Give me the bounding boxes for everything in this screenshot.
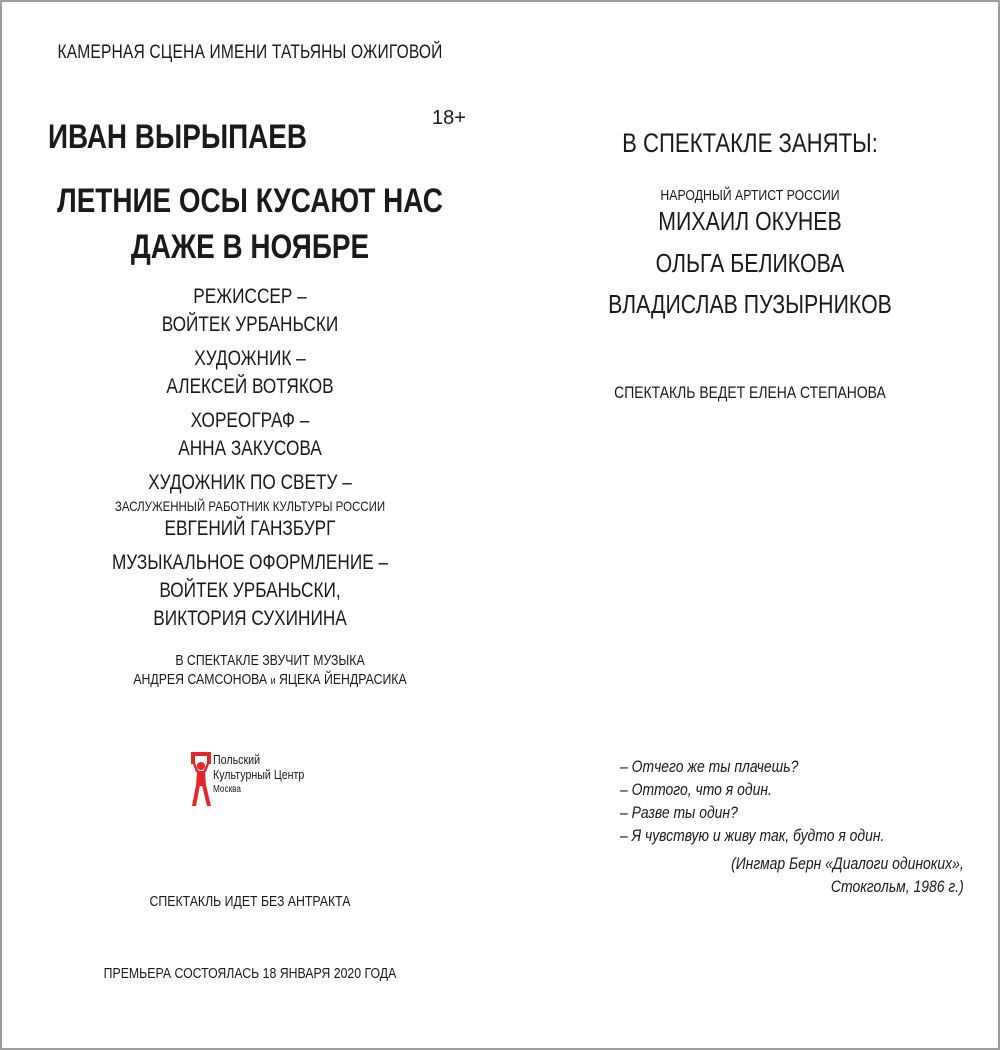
credit-role: ХУДОЖНИК ПО СВЕТУ – — [148, 471, 352, 494]
logo-line-1: Польский — [213, 752, 261, 767]
credit-name: АЛЕКСЕЙ ВОТЯКОВ — [166, 375, 334, 398]
quote-line: – Отчего же ты плачешь? — [620, 757, 799, 776]
conjunction: и — [270, 675, 276, 687]
stage-name-text: КАМЕРНАЯ СЦЕНА ИМЕНИ ТАТЬЯНЫ ОЖИГОВОЙ — [57, 42, 443, 63]
music-note-line-1: В СПЕКТАКЛЕ ЗВУЧИТ МУЗЫКА — [175, 652, 365, 669]
citation-line-1: (Ингмар Берн «Диалоги одиноких», — [731, 854, 964, 873]
cast-heading-text: В СПЕКТАКЛЕ ЗАНЯТЫ: — [622, 128, 878, 158]
music-note — [0, 651, 540, 691]
composer-1: АНДРЕЯ САМСОНОВА — [133, 671, 268, 688]
credit-choreographer — [0, 407, 500, 463]
credit-name: АННА ЗАКУСОВА — [178, 437, 322, 460]
actor-name: МИХАИЛ ОКУНЕВ — [658, 206, 842, 236]
quote-line: – Оттого, что я один. — [620, 780, 772, 799]
quote-line: – Разве ты один? — [620, 803, 738, 822]
credit-honor: ЗАСЛУЖЕННЫЙ РАБОТНИК КУЛЬТУРЫ РОССИИ — [114, 498, 386, 514]
composer-2: ЯЦЕКА ЙЕНДРАСИКА — [279, 671, 407, 688]
premiere-text: ПРЕМЬЕРА СОСТОЯЛАСЬ 18 ЯНВАРЯ 2020 ГОДА — [103, 965, 397, 982]
credit-music — [0, 549, 500, 633]
play-title-line-2: ДАЖЕ В НОЯБРЕ — [130, 228, 370, 266]
music-note-line-2 — [49, 670, 492, 691]
credit-designer — [0, 345, 500, 401]
logo-line-3: Москва — [213, 784, 241, 795]
author-name — [48, 118, 364, 157]
logo-figure-icon — [190, 750, 214, 808]
quote-citation — [680, 852, 964, 898]
credit-name: ВОЙТЕК УРБАНЬСКИ — [161, 313, 339, 336]
credit-role: РЕЖИССЕР – — [193, 285, 307, 308]
stage-name — [0, 42, 500, 64]
logo-line-2: Культурный Центр — [213, 767, 305, 782]
credits-list — [0, 283, 500, 639]
premiere-note — [0, 965, 500, 982]
citation-line-2: Стокгольм, 1986 г.) — [831, 877, 964, 896]
actor-honor: НАРОДНЫЙ АРТИСТ РОССИИ — [660, 187, 840, 204]
play-title — [0, 178, 500, 270]
credit-role: ХОРЕОГРАФ – — [190, 409, 310, 432]
actor-name: ВЛАДИСЛАВ ПУЗЫРНИКОВ — [608, 289, 892, 319]
author-name-text: ИВАН ВЫРЫПАЕВ — [48, 118, 308, 156]
logo-text — [213, 752, 324, 797]
stage-manager-note — [500, 383, 1000, 403]
no-intermission-text: СПЕКТАКЛЬ ИДЕТ БЕЗ АНТРАКТА — [149, 893, 351, 910]
cast-list — [500, 186, 1000, 319]
credit-lighting — [0, 469, 500, 543]
no-intermission-note — [0, 893, 500, 910]
credit-name: ЕВГЕНИЙ ГАНЗБУРГ — [164, 517, 336, 540]
age-rating: 18+ — [432, 107, 466, 129]
epigraph-quote — [620, 755, 942, 847]
cast-heading — [500, 128, 1000, 159]
actor-name: ОЛЬГА БЕЛИКОВА — [655, 248, 845, 278]
credit-role: МУЗЫКАЛЬНОЕ ОФОРМЛЕНИЕ – — [111, 551, 389, 574]
credit-director — [0, 283, 500, 339]
play-title-line-1: ЛЕТНИЕ ОСЫ КУСАЮТ НАС — [57, 182, 443, 220]
polish-cultural-center-logo — [190, 750, 330, 810]
quote-line: – Я чувствую и живу так, будто я один. — [620, 826, 885, 845]
stage-manager-text: СПЕКТАКЛЬ ВЕДЕТ ЕЛЕНА СТЕПАНОВА — [614, 383, 886, 402]
credit-role: ХУДОЖНИК – — [194, 347, 306, 370]
credit-name-2: ВИКТОРИЯ СУХИНИНА — [153, 607, 347, 630]
credit-name: ВОЙТЕК УРБАНЬСКИ, — [159, 579, 341, 602]
